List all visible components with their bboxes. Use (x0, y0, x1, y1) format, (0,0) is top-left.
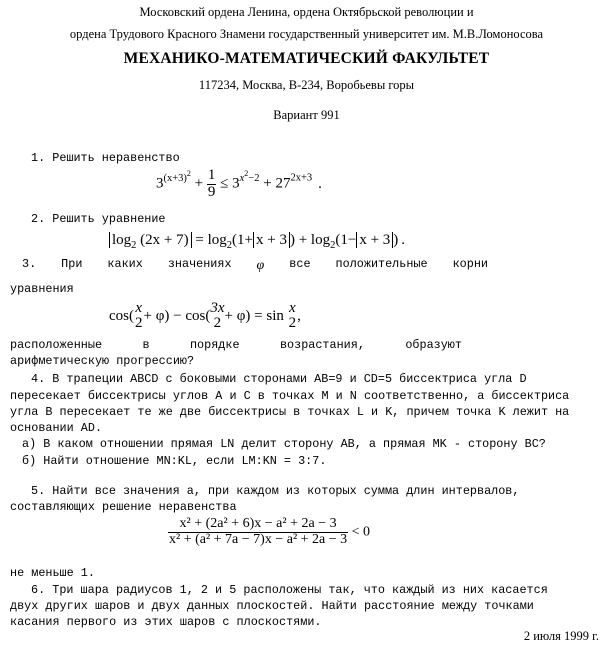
p5-frac-num: x² + (2a² + 6)x − a² + 2a − 3 (168, 517, 348, 533)
p3-eq: = (254, 307, 263, 324)
p2-eq: = (195, 232, 204, 248)
problem-4-line: а) В каком отношении прямая LN делит сторону AB, а прямая MK - сторону BC? (22, 437, 546, 451)
p1-end: . (318, 175, 322, 192)
problem-3-line-4: арифметическую прогрессию? (10, 354, 195, 368)
p3-word: образуют (405, 338, 462, 352)
p3-word: в (142, 338, 150, 352)
problem-2-text: 2. Решить уравнение (31, 212, 166, 226)
address-line: 117234, Москва, В-234, Воробьевы горы (198, 78, 415, 92)
problem-1-formula (156, 168, 322, 201)
p1-base-1: 3 (156, 175, 164, 192)
p2-arg-2b: x + 3 (253, 232, 290, 248)
p3-word: 3. (22, 257, 37, 271)
p3-phi: φ (256, 258, 265, 273)
problem-6-line: касания первого из этих шаров с плоскостями. (10, 615, 322, 629)
p3-sin: sin (266, 307, 284, 324)
problem-4-line: пересекает биссектрисы углов A и C в точках M и N соответственно, а биссектриса (10, 389, 570, 403)
p1-exp-3: 2x+3 (290, 172, 313, 184)
problem-4-line: угла B пересекает те же две биссектрисы в точках L и K, причем точка K лежит на (10, 405, 570, 419)
problem-6-line: двух других шаров и двух данных плоскостей. Найти расстояние между точками (10, 599, 534, 613)
p1-exp-2-pow: 2 (244, 168, 249, 178)
p3-plus-phi-1: + φ) (143, 307, 170, 324)
problem-4-line: б) Найти отношение MN:KL, если LM:KN = 3:7. (22, 454, 327, 468)
p2-arg-1: (2x + 7) (140, 232, 189, 248)
p3-cos-1: cos (109, 307, 129, 324)
problem-6-line: 6. Три шара радиусов 1, 2 и 5 расположены так, что каждый из них касается (31, 583, 548, 597)
p3-word: корни (452, 257, 488, 271)
p1-frac-den: 9 (207, 183, 216, 200)
p2-arg-2a: (1+ (232, 232, 253, 248)
p2-arg-3c: ) (393, 232, 399, 248)
p3-frac-1 (134, 301, 144, 332)
p3-frac-1-den: 2 (135, 315, 143, 331)
p3-word: значениях (167, 257, 232, 271)
p2-log-2: log (207, 232, 227, 248)
p3-word: каких (107, 257, 143, 271)
problem-3-formula: cos(x 2 + φ) − cos(3x 2 + φ) = sin x 2 , (109, 300, 301, 331)
p3-word: все (289, 257, 311, 271)
p5-fraction (168, 517, 348, 547)
header-line-1: Московский ордена Ленина, ордена Октябрьской революции и (139, 5, 474, 19)
p1-fraction (207, 168, 217, 201)
p1-exp-1: (x+3) (163, 172, 187, 184)
p2-arg-2c: ) (289, 232, 295, 248)
exam-date: 2 июля 1999 г. (523, 629, 599, 643)
p2-log-1: log (112, 232, 132, 248)
variant-label: Вариант 991 (273, 108, 340, 122)
p3-minus: − (173, 307, 182, 324)
p3-frac-2 (210, 301, 224, 332)
p5-frac-den: x² + (a² + 7a − 7)x − a² + 2a − 3 (169, 531, 348, 547)
header-line-2: ордена Трудового Красного Знамени государственный университет им. М.В.Ломоносова (69, 27, 544, 41)
p1-base-2: 3 (232, 175, 240, 192)
p3-word: положительные (335, 257, 428, 271)
p2-base-3: 2 (330, 240, 336, 251)
p3-word: расположенные (10, 338, 103, 352)
p3-plus-phi-2: + φ) (224, 307, 251, 324)
p2-abs-1 (109, 232, 192, 251)
p1-leq: ≤ (220, 175, 229, 192)
problem-5-line-3: не меньше 1. (10, 566, 95, 580)
p3-frac-2-den: 2 (213, 315, 222, 331)
p3-word: порядке (189, 338, 240, 352)
p2-base-2: 2 (226, 240, 233, 251)
p5-rel: < 0 (351, 524, 371, 540)
p1-exp-1-pow: 2 (186, 168, 191, 178)
p3-word: возрастания, (279, 338, 365, 352)
p3-frac-2-num: 3x (210, 300, 225, 316)
p1-plus-1: + (194, 175, 204, 192)
problem-3-line-2: уравнения (10, 282, 74, 296)
p1-frac-num: 1 (207, 167, 216, 183)
p1-base-3: 27 (275, 175, 291, 192)
p3-cos-2: cos (185, 307, 206, 324)
faculty-title: МЕХАНИКО-МАТЕМАТИЧЕСКИЙ ФАКУЛЬТЕТ (123, 50, 490, 67)
p1-exp-2: x (239, 172, 245, 184)
p2-plus: + (298, 232, 308, 248)
p1-exp-2-rest: −2 (248, 172, 260, 184)
p3-end: , (297, 307, 301, 324)
p2-end: . (401, 232, 406, 248)
problem-3-line-3 (10, 340, 462, 352)
p3-frac-3-num: x (289, 300, 296, 316)
p3-frac-3 (288, 301, 298, 332)
p1-plus-2: + (263, 175, 272, 192)
problem-5-line-1: 5. Найти все значения a, при каждом из которых сумма длин интервалов, (31, 484, 520, 498)
p2-arg-3b: x + 3 (356, 232, 393, 248)
p2-log-3: log (310, 232, 331, 248)
problem-1-text: 1. Решить неравенство (31, 151, 180, 165)
p2-arg-3a: (1− (335, 232, 357, 248)
problem-4-line: основании AD. (10, 421, 103, 435)
problem-3-line-1 (22, 259, 488, 273)
problem-2-formula (109, 232, 406, 251)
p3-word: При (61, 257, 83, 271)
p3-frac-1-num: x (135, 300, 143, 316)
p2-base-1: 2 (131, 240, 137, 251)
problem-5-line-2: составляющих решение неравенства (10, 500, 237, 514)
problem-5-formula (168, 517, 370, 547)
problem-4-line: 4. В трапеции ABCD с боковыми сторонами AB=9 и CD=5 биссектриса угла D (31, 372, 527, 386)
p3-frac-3-den: 2 (288, 315, 297, 331)
